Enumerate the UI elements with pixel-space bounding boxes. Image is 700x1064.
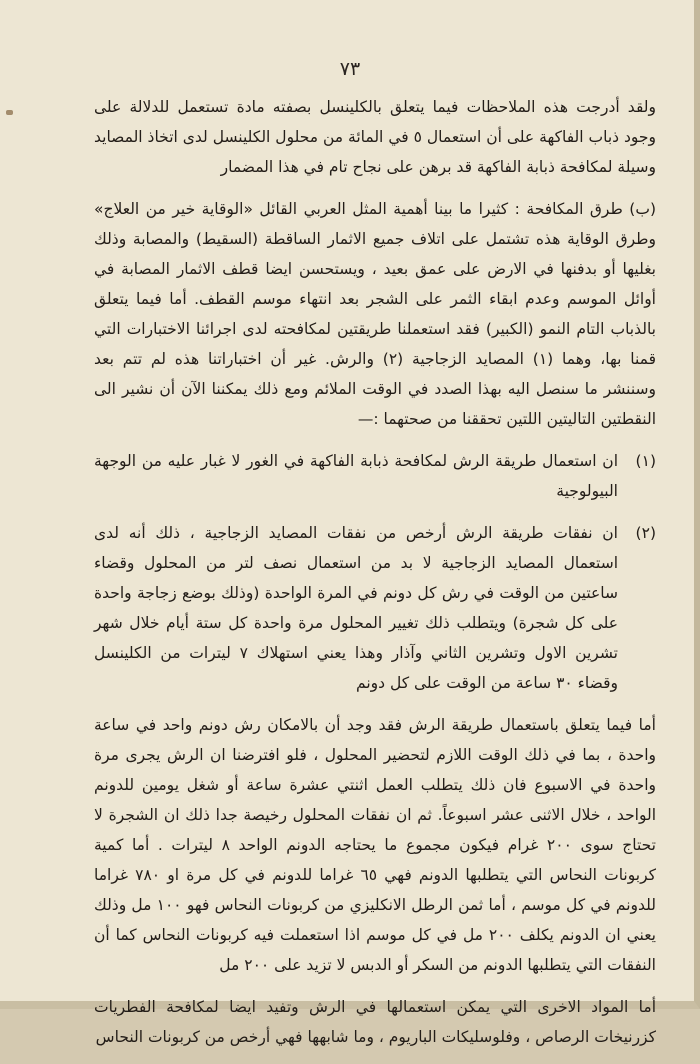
paragraph-kleinsell-notes: ولقد أدرجت هذه الملاحظات فيما يتعلق بالكلينسل بصفته مادة تستعمل للدلالة على وجود ذباب الفاكهة على أن استعمال ٥ في المائة من محلول الكلينسل لدى اتخاذ المصايد وسيلة لمكافحة ذبابة الفاكهة قد برهن على نجاح تام في هذا المضمار	[94, 98, 656, 176]
paragraph-spraying-costs: أما فيما يتعلق باستعمال طريقة الرش فقد وجد أن بالامكان رش دونم واحد في ساعة واحدة ، بما في ذلك الوقت اللازم لتحضير المحلول ، فلو افترضنا ان الرش يجرى مرة واحدة في الاسبوع فان ذلك يتطلب العمل اثنتي عشرة ساعة أو شغل يومين للدونم الواحد ، خلال الاثنى عشر اسبوعاً. ثم ان نفقات المحلول رخيصة جدا ذلك ان الشجرة لا تحتاج سوى ٢٠٠ غرام فيكون مجموع ما يحتاجه الدونم الواحد ٨ ليترات . أما كمية كربونات النحاس التي يتطلبها الدونم فهي ٦٥ غراما للدونم في كل مرة او ٧٨٠ غراما للدونم في كل موسم ، أما ثمن الرطل الانكليزي من كربونات النحاس فهو ١٠٠ مل وذلك يعني ان الدونم يكلف ٢٠٠ مل في كل موسم اذا استعملت فيه كربونات النحاس كما أن النفقات التي يتطلبها الدونم من السكر أو الدبس لا تزيد على ٢٠٠ مل	[94, 716, 657, 974]
page-number: ٧٣	[339, 58, 361, 80]
paper-stain	[6, 110, 13, 115]
paragraph-control-methods: (ب) طرق المكافحة : كثيرا ما بينا أهمية المثل العربي القائل «الوقاية خير من العلاج» وطرق الوقاية هذه تشتمل على اتلاف جميع الاثمار الساقطة (السقيط) والمصابة وذلك بغليها أو بدفنها في الارض على عمق بعيد ، ويستحسن ايضا قطف الاثمار المصابة في أوائل الموسم وعدم ابقاء الثمر على الشجر بعد انتهاء موسم القطف. أما فيما يتعلق بالذباب التام النمو (الكبير) فقد استعملنا طريقتين لمكافحته لدى اجرائنا الاختبارات التي قمنا بها، وهما (١) المصايد الزجاجية (٢) والرش. غير أن اختباراتنا هذه لم تتم بعد وسننشر ما سنصل اليه بهذا الصدد في الوقت الملائم ومع ذلك يمكننا الآن أن نشير الى النقطتين التاليتين اللتين تحققنا من صحتهما :—	[94, 200, 657, 428]
item-number: (١)	[635, 452, 656, 470]
numbered-item-2	[94, 518, 656, 698]
paragraph-other-materials: أما المواد الاخرى التي يمكن استعمالها في الرش وتفيد ايضا لمكافحة الفطريات كزرنيخات الرصاص ، وفلوسليكات الباريوم ، وما شابهها فهي أرخص من كربونات النحاس	[94, 998, 656, 1046]
item-text: ان استعمال طريقة الرش لمكافحة ذبابة الفاكهة في الغور لا غبار عليه من الوجهة البيولوجية	[94, 452, 618, 500]
item-number: (٢)	[635, 524, 656, 542]
numbered-item-1	[94, 446, 656, 506]
item-text: ان نفقات طريقة الرش أرخص من نفقات المصايد الزجاجية ، ذلك أنه لدى استعمال المصايد الزجاجية لا بد من استعمال نصف لتر من المحلول وقضاء ساعتين من الوقت في رش كل دونم في المرة الواحدة (وذلك بوضع زجاجة واحدة على كل شجرة) ويتطلب ذلك تغيير المحلول مرة واحدة كل ستة أيام خلال شهر تشرين الاول وتشرين الثاني وآذار وهذا يعني استهلاك ٧ ليترات من الكلينسل وقضاء ٣٠ ساعة من الوقت على كل دونم	[94, 524, 618, 692]
document-body	[94, 92, 656, 1064]
